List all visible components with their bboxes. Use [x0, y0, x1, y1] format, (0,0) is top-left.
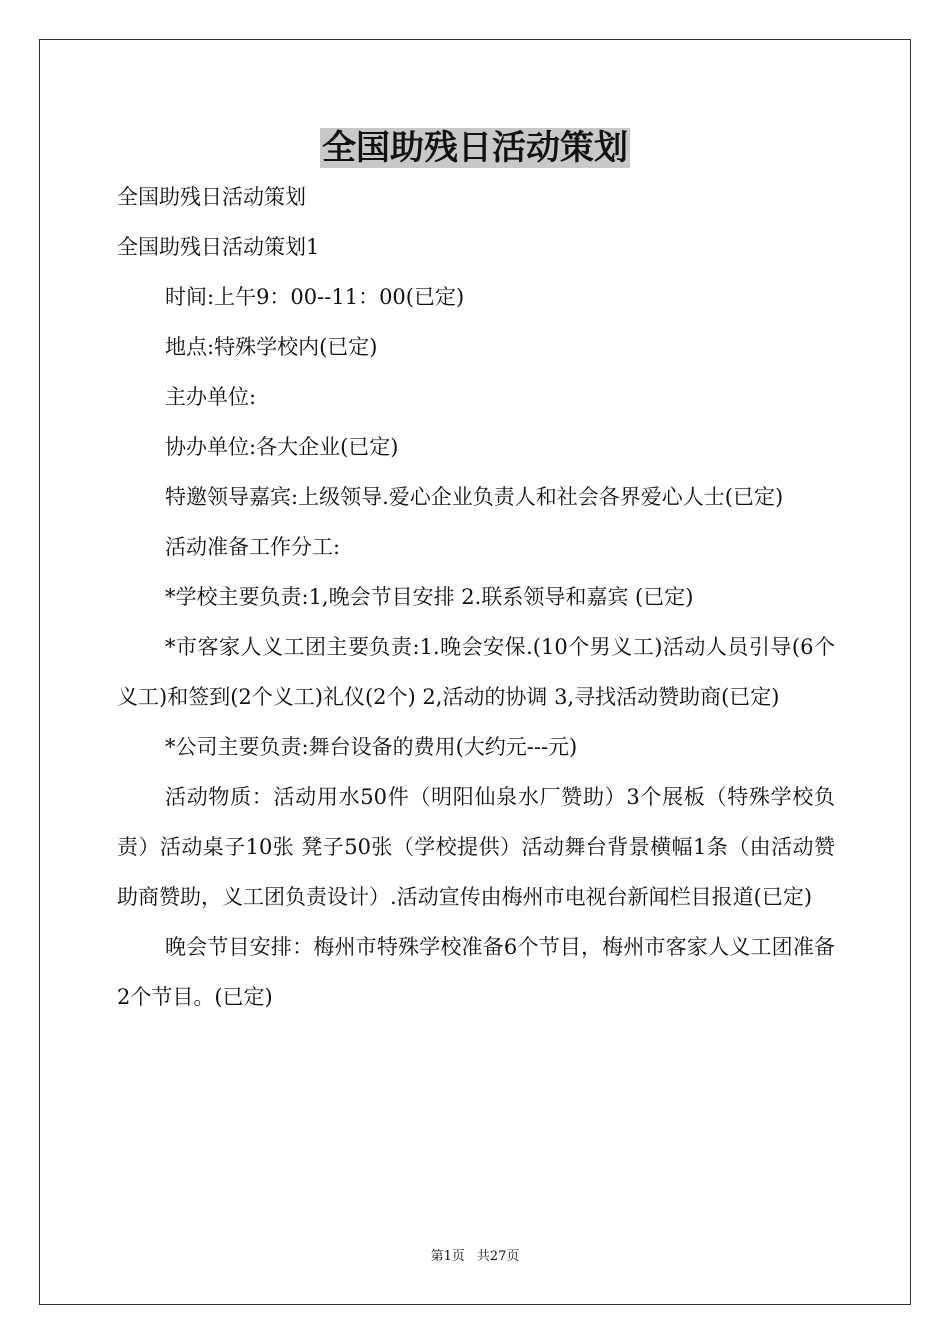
- paragraph-co-organizer: 协办单位:各大企业(已定): [165, 435, 399, 459]
- paragraph-company-duties: *公司主要负责:舞台设备的费用(大约元---元): [165, 735, 578, 759]
- paragraph-materials: 活动物质：活动用水50件（明阳仙泉水厂赞助）3个展板（特殊学校负责）活动桌子10张 凳子50张（学校提供）活动舞台背景横幅1条（由活动赞助商赞助，义工团负责设计）.活动宣传由梅州市电视台新闻栏目报道(已定): [117, 785, 835, 909]
- paragraph-section-heading: 全国助残日活动策划1: [117, 235, 320, 259]
- paragraph-prep-division: 活动准备工作分工:: [165, 535, 341, 559]
- paragraph-school-duties: *学校主要负责:1,晚会节目安排 2.联系领导和嘉宾 (已定): [165, 585, 694, 609]
- page-footer: [0, 1247, 950, 1267]
- page-number: 第1页: [430, 1249, 465, 1264]
- paragraph-guests: 特邀领导嘉宾:上级领导.爱心企业负责人和社会各界爱心人士(已定): [165, 485, 784, 509]
- paragraph-time: 时间:上午9：00--11：00(已定): [165, 285, 465, 309]
- document-title-text: 全国助残日活动策划: [322, 128, 628, 168]
- paragraph-location: 地点:特殊学校内(已定): [165, 335, 378, 359]
- document-body: [117, 172, 835, 1022]
- paragraph-volunteer-duties: *市客家人义工团主要负责:1.晚会安保.(10个男义工)活动人员引导(6个义工)和签到(2个义工)礼仪(2个) 2,活动的协调 3,寻找活动赞助商(已定): [117, 635, 835, 709]
- page-total: 共27页: [476, 1249, 520, 1264]
- paragraph-program: 晚会节目安排：梅州市特殊学校准备6个节目，梅州市客家人义工团准备2个节目。(已定): [117, 935, 835, 1009]
- paragraph-organizer: 主办单位:: [165, 385, 257, 409]
- document-title: [0, 124, 950, 172]
- paragraph-subtitle: 全国助残日活动策划: [117, 185, 306, 209]
